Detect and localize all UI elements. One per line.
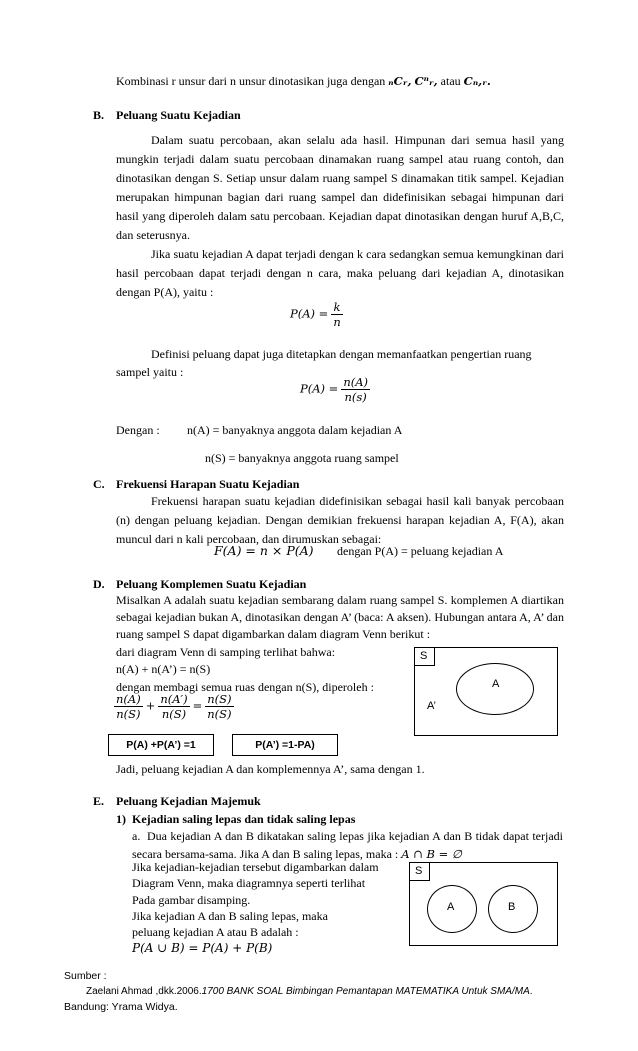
section-d-line-1: dari diagram Venn di samping terlihat bahwa:: [116, 645, 336, 659]
formula-frekuensi-harapan-expr: F(A) = n × P(A): [214, 543, 314, 558]
section-e-line-3: Pada gambar disamping.: [132, 893, 251, 907]
intro-notation-1: ₙCᵣ,: [388, 74, 412, 88]
section-b-title: Peluang Suatu Kejadian: [116, 108, 241, 122]
venn-diagram-disjoint: [409, 862, 558, 946]
section-d-title: Peluang Komplemen Suatu Kejadian: [116, 577, 307, 591]
source-book-title: 1700 BANK SOAL Bimbingan Pemantapan MATEMATIKA Untuk SMA/MA: [201, 986, 530, 997]
formula-ruang-sampel-lhs: P(A) =: [300, 381, 339, 396]
section-e-label: E.: [93, 794, 105, 808]
definition-n-a: n(A) = banyaknya anggota dalam kejadian A: [187, 423, 403, 437]
dengan-label: Dengan :: [116, 423, 160, 437]
intro-notation-2: Cⁿᵣ,: [414, 74, 438, 88]
section-e-title: Peluang Kejadian Majemuk: [116, 794, 261, 808]
definition-n-s: n(S) = banyaknya anggota ruang sampel: [205, 451, 399, 465]
formula-frekuensi-note: dengan P(A) = peluang kejadian A: [337, 544, 504, 558]
section-c-title: Frekuensi Harapan Suatu Kejadian: [116, 477, 300, 491]
section-b-paragraph-3b: sampel yaitu :: [116, 365, 184, 379]
section-b-paragraph-3a: Definisi peluang dapat juga ditetapkan dengan memanfaatkan pengertian ruang: [151, 347, 532, 361]
section-c-paragraph: Frekuensi harapan suatu kejadian didefinisikan sebagai hasil kali banyak percobaan (n) dengan peluang kejadian. Dengan demikian frekuensi harapan kejadian A, F(A), akan muncul dari n kali percobaan, dan dirumuskan sebagai:: [116, 494, 564, 546]
item-a-paragraph: [132, 827, 563, 863]
venn-complement-label: A’: [427, 700, 436, 712]
intro-line: [116, 74, 491, 89]
section-c-label: C.: [93, 477, 105, 491]
venn-e-s-label: S: [415, 865, 423, 877]
intro-sep: atau: [440, 74, 461, 88]
section-e-line-1: Jika kejadian-kejadian tersebut digambarkan dalam: [132, 860, 379, 874]
formula-ruang-sampel-numerator: n(A): [343, 375, 368, 389]
section-d-line-2: n(A) + n(A’) = n(S): [116, 662, 211, 676]
fraction-3-numerator: n(S): [207, 692, 232, 706]
result-box-1: P(A) +P(A’) =1: [108, 734, 214, 756]
result-box-2: P(A’) =1-PA): [232, 734, 338, 756]
section-e-line-5: peluang kejadian A atau B adalah :: [132, 925, 299, 939]
item-a-formula: A ∩ B = ∅: [401, 847, 462, 861]
venn-e-set-b-label: B: [508, 901, 516, 913]
fraction-equation: [114, 692, 234, 721]
venn-diagram-complement: [414, 647, 558, 736]
subsection-title: Kejadian saling lepas dan tidak saling lepas: [132, 812, 356, 826]
source-publisher: Bandung: Yrama Widya.: [64, 1001, 178, 1013]
fraction-1-denominator: n(S): [114, 706, 143, 721]
section-b-label: B.: [93, 108, 105, 122]
formula-ruang-sampel-denominator: n(s): [341, 389, 370, 404]
formula-peluang-lhs: P(A) =: [290, 306, 329, 321]
section-d-label: D.: [93, 577, 105, 591]
intro-text: Kombinasi r unsur dari n unsur dinotasikan juga dengan: [116, 74, 386, 88]
fraction-3-denominator: n(S): [207, 707, 232, 721]
formula-peluang-denominator: n: [333, 315, 341, 329]
item-a-label: a.: [132, 829, 141, 843]
section-d-conclusion: Jadi, peluang kejadian A dan komplemennya A’, sama dengan 1.: [116, 762, 425, 776]
section-b-paragraph-1: Dalam suatu percobaan, akan selalu ada hasil. Himpunan dari semua hasil yang mungkin terjadi dalam suatu percobaan dinamakan ruang sampel atau ruang contoh, dan dinotasikan dengan S. Setiap unsur dalam ruang sampel S dinamakan titik sampel. Kejadian merupakan himpunan bagian dari ruang sampel dan didefinisikan sebagai himpunan dari hasil yang diperoleh dalam satu percobaan. Kejadian dapat dinotasikan dengan huruf A,B,C, dan seterusnya.: [116, 133, 564, 242]
venn-e-set-a-label: A: [447, 901, 455, 913]
section-d-line-3: dengan membagi semua ruas dengan n(S), diperoleh :: [116, 680, 374, 694]
formula-union: [132, 941, 272, 956]
section-e-line-2: Diagram Venn, maka diagramnya seperti terlihat: [132, 876, 366, 890]
fraction-2-denominator: n(S): [158, 706, 189, 721]
venn-s-label: S: [420, 650, 428, 662]
fraction-2-numerator: n(A′): [160, 692, 188, 706]
source-label: Sumber :: [64, 970, 107, 982]
formula-peluang-numerator: k: [333, 300, 341, 314]
source-period: .: [529, 986, 533, 997]
item-a-text: Dua kejadian A dan B dikatakan saling lepas jika kejadian A dan B tidak dapat terjadi secara bersama-sama. Jika A dan B saling lepas, maka :: [132, 829, 563, 861]
subsection-label: 1): [116, 812, 126, 826]
venn-set-a-label: A: [492, 678, 500, 690]
formula-union-expr: P(A ∪ B) = P(A) + P(B): [132, 941, 273, 955]
section-d-paragraph: Misalkan A adalah suatu kejadian sembarang dalam ruang sampel S. komplemen A diartikan sebagai kejadian bukan A, dinotasikan dengan A’ (baca: A aksen). Hubungan antara A, A’ dan ruang sampel S dapat digambarkan dalam diagram Venn berikut :: [116, 593, 564, 641]
equals-sign: =: [192, 698, 203, 713]
section-b-paragraph-2: Jika suatu kejadian A dapat terjadi dengan k cara sedangkan semua kemungkinan dari hasil percobaan dapat terjadi dengan n cara, maka peluang dari kejadian A, dinotasikan dengan P(A), yaitu :: [116, 247, 564, 299]
fraction-1-numerator: n(A): [116, 692, 141, 706]
formula-ruang-sampel: [300, 375, 370, 404]
source-authors: Zaelani Ahmad ,dkk.2006.: [86, 986, 202, 997]
plus-sign: +: [145, 698, 156, 713]
section-e-line-4: Jika kejadian A dan B saling lepas, maka: [132, 909, 328, 923]
intro-notation-3: Cₙ,ᵣ.: [463, 74, 491, 88]
source-reference: [86, 984, 533, 999]
formula-peluang: [290, 300, 343, 329]
formula-frekuensi-harapan: [214, 543, 314, 559]
